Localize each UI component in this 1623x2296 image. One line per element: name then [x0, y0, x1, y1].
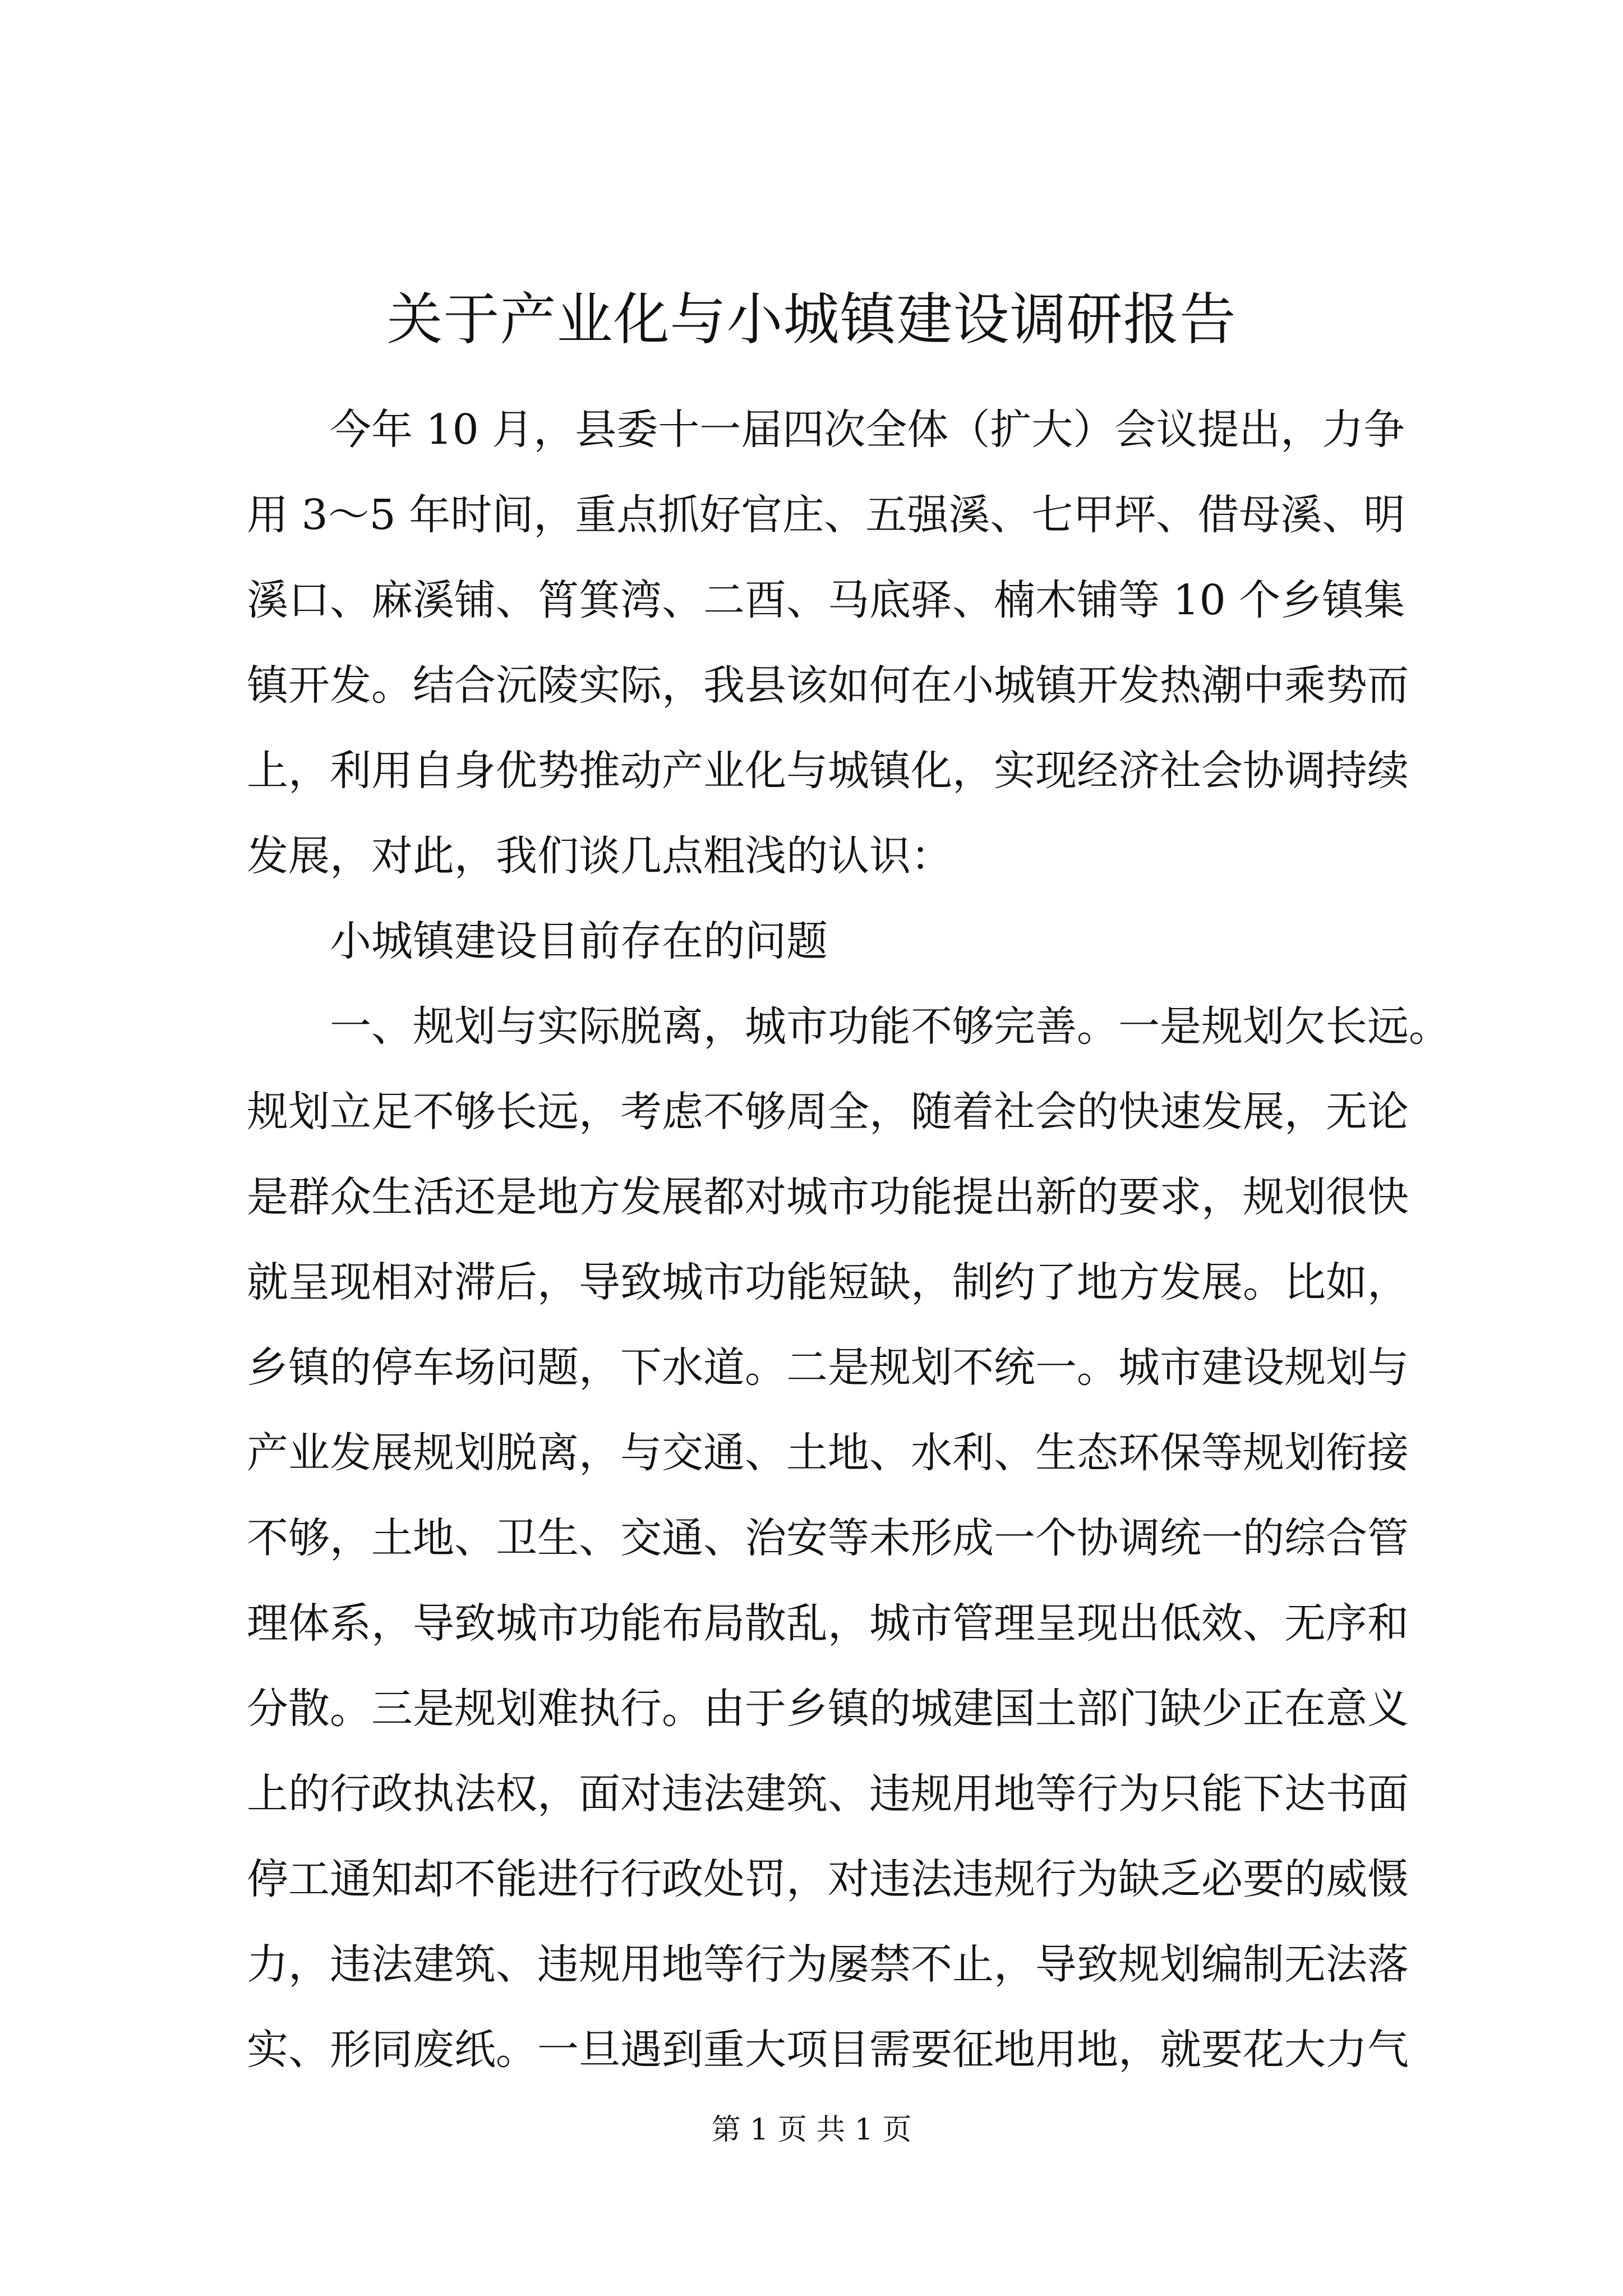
- body-line: 今年 10 月，县委十一届四次全体（扩大）会议提出，力争: [330, 406, 1405, 454]
- body-line: 力，违法建筑、违规用地等行为屡禁不止，导致规划编制无法落: [247, 1940, 1409, 1989]
- page-title: 关于产业化与小城镇建设调研报告: [386, 287, 1237, 352]
- body-line: 溪口、麻溪铺、筲箕湾、二酉、马底驿、楠木铺等 10 个乡镇集: [247, 576, 1405, 624]
- section-heading: 小城镇建设目前存在的问题: [330, 917, 828, 965]
- body-line: 分散。三是规划难执行。由于乡镇的城建国土部门缺少正在意义: [247, 1685, 1409, 1733]
- body-line: 规划立足不够长远，考虑不够周全，随着社会的快速发展，无论: [247, 1088, 1409, 1136]
- body-line: 用 3～5 年时间，重点抓好官庄、五强溪、七甲坪、借母溪、明: [247, 491, 1405, 539]
- document-body: [247, 387, 1450, 2092]
- body-line: 一、规划与实际脱离，城市功能不够完善。一是规划欠长远。: [330, 1002, 1450, 1051]
- page-number-footer: 第 1 页 共 1 页: [711, 2113, 912, 2147]
- body-line: 上，利用自身优势推动产业化与城镇化，实现经济社会协调持续: [247, 747, 1409, 795]
- body-line: 乡镇的停车场问题，下水道。二是规划不统一。城市建设规划与: [247, 1343, 1409, 1392]
- body-line: 是群众生活还是地方发展都对城市功能提出新的要求，规划很快: [247, 1173, 1409, 1221]
- body-line: 就呈现相对滞后，导致城市功能短缺，制约了地方发展。比如，: [247, 1258, 1409, 1306]
- body-line: 停工通知却不能进行行政处罚，对违法违规行为缺乏必要的威慑: [247, 1855, 1409, 1903]
- body-line: 上的行政执法权，面对违法建筑、违规用地等行为只能下达书面: [247, 1770, 1409, 1818]
- body-line: 实、形同废纸。一旦遇到重大项目需要征地用地，就要花大力气: [247, 2026, 1409, 2074]
- body-line: 不够，土地、卫生、交通、治安等未形成一个协调统一的综合管: [247, 1514, 1409, 1562]
- body-line: 镇开发。结合沅陵实际，我县该如何在小城镇开发热潮中乘势而: [247, 661, 1409, 710]
- body-line: 理体系，导致城市功能布局散乱，城市管理呈现出低效、无序和: [247, 1599, 1409, 1648]
- body-line: 产业发展规划脱离，与交通、土地、水利、生态环保等规划衔接: [247, 1429, 1409, 1477]
- body-line: 发展，对此，我们谈几点粗浅的认识：: [247, 832, 952, 880]
